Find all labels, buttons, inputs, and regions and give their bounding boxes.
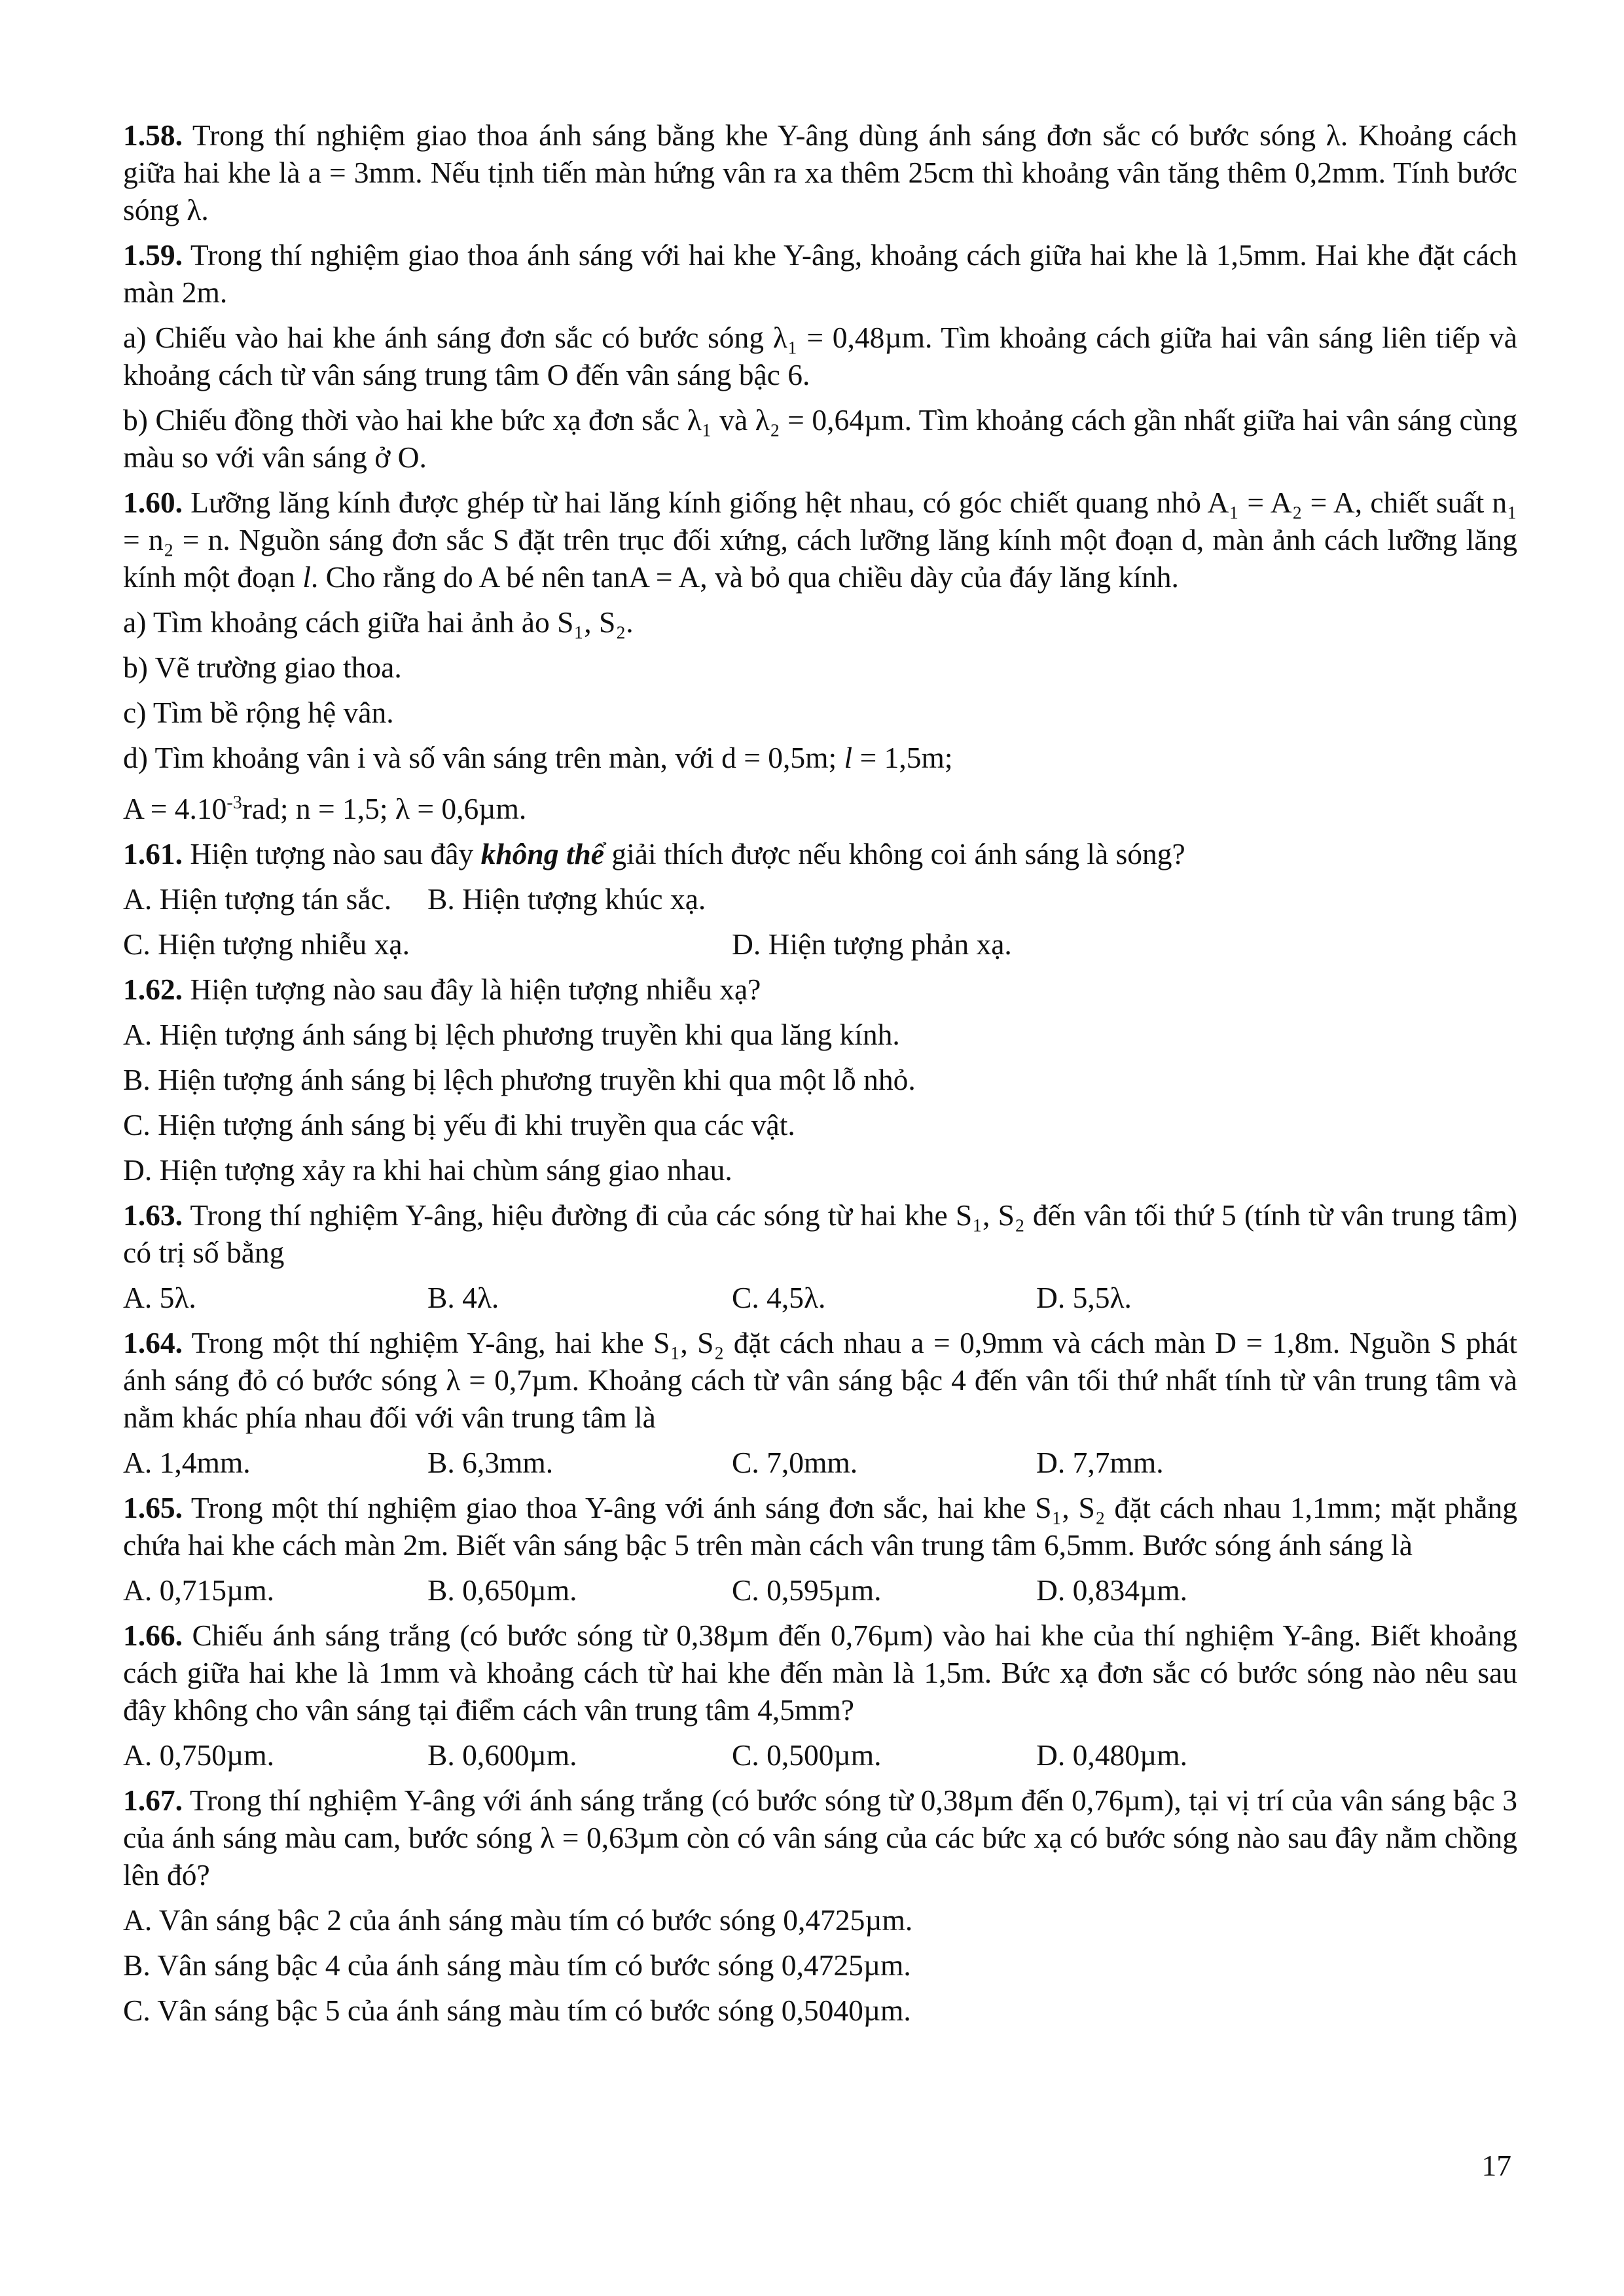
answer-options-row xyxy=(123,1736,1517,1774)
question-number: 1.64. xyxy=(123,1326,183,1360)
option-d: D. 0,834µm. xyxy=(1036,1573,1187,1607)
question-1-66 xyxy=(123,1617,1517,1729)
option-a: A. 0,750µm. xyxy=(123,1738,274,1772)
option-c: C. 4,5λ. xyxy=(732,1281,826,1315)
question-1-67 xyxy=(123,1782,1517,1893)
given-rest: rad; n = 1,5; λ = 0,6µm. xyxy=(242,792,527,826)
question-number: 1.66. xyxy=(123,1619,183,1653)
document-page xyxy=(123,117,1517,2037)
answer-options-row xyxy=(123,1571,1517,1609)
question-1-60-part-b: b) Vẽ trường giao thoa. xyxy=(123,651,402,684)
question-text: Trong thí nghiệm Y-âng với ánh sáng trắng (có bước sóng từ 0,38µm đến 0,76µm), tại vị trí của vân sáng bậc 3 của ánh sáng màu cam, bước sóng λ = 0,63µm còn có vân sáng của các bức xạ có bước sóng nào sau đây nằm chồng lên đó? xyxy=(123,1784,1517,1892)
question-text: Lưỡng lăng kính được ghép từ hai lăng kính giống hệt nhau, có góc chiết quang nhỏ A₁ = A₂ = A, chiết suất n₁ = n₂ = n. Nguồn sáng đơn sắc S đặt trên trục đối xứng, cách lưỡng lăng kính một đoạn d, màn ảnh cách lưỡng lăng kính một đoạn xyxy=(123,486,1517,594)
option-b: B. 6,3mm. xyxy=(427,1446,554,1480)
answer-options-row xyxy=(123,880,1517,918)
option-c: C. Hiện tượng nhiễu xạ. xyxy=(123,927,410,961)
option-a: A. Hiện tượng tán sắc. xyxy=(123,882,392,916)
question-1-61 xyxy=(123,835,1517,872)
question-text-cont: . Cho rằng do A bé nên tanA = A, và bỏ qua chiều dày của đáy lăng kính. xyxy=(310,560,1179,594)
option-b: B. Vân sáng bậc 4 của ánh sáng màu tím có bước sóng 0,4725µm. xyxy=(123,1948,911,1982)
question-1-60-part-c: c) Tìm bề rộng hệ vân. xyxy=(123,696,394,729)
given-a: A = 4.10 xyxy=(123,792,227,826)
option-d: D. 0,480µm. xyxy=(1036,1738,1187,1772)
option-d: D. Hiện tượng phản xạ. xyxy=(732,927,1012,961)
question-1-65 xyxy=(123,1489,1517,1564)
option-a: A. 0,715µm. xyxy=(123,1573,274,1607)
question-1-59 xyxy=(123,236,1517,311)
question-number: 1.62. xyxy=(123,973,183,1007)
part-d-text: d) Tìm khoảng vân i và số vân sáng trên màn, với d = 0,5m; xyxy=(123,741,837,774)
question-1-64 xyxy=(123,1324,1517,1436)
option-c: C. 0,595µm. xyxy=(732,1573,882,1607)
question-number: 1.59. xyxy=(123,238,183,272)
question-1-62 xyxy=(123,971,1517,1008)
option-a: A. 1,4mm. xyxy=(123,1446,251,1480)
answer-options-row xyxy=(123,1444,1517,1481)
option-d: D. 7,7mm. xyxy=(1036,1446,1164,1480)
question-1-60-part-a: a) Tìm khoảng cách giữa hai ảnh ảo S₁, S₂. xyxy=(123,605,634,639)
question-text: Chiếu ánh sáng trắng (có bước sóng từ 0,38µm đến 0,76µm) vào hai khe của thí nghiệm Y-âng. Biết khoảng cách giữa hai khe là 1mm và khoảng cách từ hai khe đến màn là 1,5m. Bức xạ đơn sắc có bước sóng nào nêu sau đây không cho vân sáng tại điểm cách vân trung tâm 4,5mm? xyxy=(123,1619,1517,1727)
variable-l: l xyxy=(844,741,853,774)
option-a: A. Hiện tượng ánh sáng bị lệch phương truyền khi qua lăng kính. xyxy=(123,1018,900,1052)
option-b: B. Hiện tượng khúc xạ. xyxy=(427,882,706,916)
answer-options-row xyxy=(123,1279,1517,1316)
question-1-63 xyxy=(123,1196,1517,1271)
variable-l: l xyxy=(302,560,311,594)
question-text: Trong một thí nghiệm Y-âng, hai khe S₁, S₂ đặt cách nhau a = 0,9mm và cách màn D = 1,8m. Nguồn S phát ánh sáng đỏ có bước sóng λ = 0,7µm. Khoảng cách từ vân sáng bậc 4 đến vân tối thứ nhất tính từ vân trung tâm và nằm khác phía nhau đối với vân trung tâm là xyxy=(123,1326,1517,1435)
question-1-58 xyxy=(123,117,1517,228)
option-c: C. 7,0mm. xyxy=(732,1446,858,1480)
answer-options-row xyxy=(123,925,1517,963)
part-d-text-cont: = 1,5m; xyxy=(859,741,953,774)
question-1-60-given-values xyxy=(123,784,1517,827)
option-b: B. 0,650µm. xyxy=(427,1573,577,1607)
option-d: D. 5,5λ. xyxy=(1036,1281,1132,1315)
option-b: B. Hiện tượng ánh sáng bị lệch phương truyền khi qua một lỗ nhỏ. xyxy=(123,1063,916,1097)
emphasis-text: không thể xyxy=(480,837,604,871)
question-number: 1.65. xyxy=(123,1491,183,1525)
question-number: 1.58. xyxy=(123,118,183,152)
question-text: Hiện tượng nào sau đây là hiện tượng nhiễu xạ? xyxy=(190,973,761,1007)
option-b: B. 0,600µm. xyxy=(427,1738,577,1772)
question-1-60-part-d xyxy=(123,739,1517,776)
question-number: 1.63. xyxy=(123,1198,183,1232)
exponent: -3 xyxy=(226,793,242,813)
question-number: 1.61. xyxy=(123,837,183,871)
option-a: A. Vân sáng bậc 2 của ánh sáng màu tím có bước sóng 0,4725µm. xyxy=(123,1903,913,1937)
option-b: B. 4λ. xyxy=(427,1281,499,1315)
option-c: C. Hiện tượng ánh sáng bị yếu đi khi truyền qua các vật. xyxy=(123,1108,795,1142)
question-text: Trong thí nghiệm giao thoa ánh sáng bằng khe Y-âng dùng ánh sáng đơn sắc có bước sóng λ. Khoảng cách giữa hai khe là a = 3mm. Nếu tịnh tiến màn hứng vân ra xa thêm 25cm thì khoảng vân tăng thêm 0,2mm. Tính bước sóng λ. xyxy=(123,118,1518,226)
question-text: Hiện tượng nào sau đây xyxy=(190,837,474,871)
option-d: D. Hiện tượng xảy ra khi hai chùm sáng giao nhau. xyxy=(123,1153,732,1187)
option-c: C. 0,500µm. xyxy=(732,1738,882,1772)
question-text-cont: giải thích được nếu không coi ánh sáng là sóng? xyxy=(611,837,1185,871)
question-text: Trong thí nghiệm Y-âng, hiệu đường đi của các sóng từ hai khe S₁, S₂ đến vân tối thứ 5 (tính từ vân trung tâm) có trị số bằng xyxy=(123,1198,1517,1270)
question-text: Trong một thí nghiệm giao thoa Y-âng với ánh sáng đơn sắc, hai khe S₁, S₂ đặt cách nhau 1,1mm; mặt phẳng chứa hai khe cách màn 2m. Biết vân sáng bậc 5 trên màn cách vân trung tâm 6,5mm. Bước sóng ánh sáng là xyxy=(123,1491,1517,1562)
question-number: 1.67. xyxy=(123,1784,183,1818)
question-text: Trong thí nghiệm giao thoa ánh sáng với hai khe Y-âng, khoảng cách giữa hai khe là 1,5mm. Hai khe đặt cách màn 2m. xyxy=(123,238,1517,309)
question-number: 1.60. xyxy=(123,486,183,519)
question-1-59-part-b: b) Chiếu đồng thời vào hai khe bức xạ đơn sắc λ₁ và λ₂ = 0,64µm. Tìm khoảng cách gần nhất giữa hai vân sáng cùng màu so với vân sáng ở O. xyxy=(123,403,1517,474)
option-a: A. 5λ. xyxy=(123,1281,196,1315)
page-number: 17 xyxy=(1481,2149,1511,2182)
question-1-60 xyxy=(123,484,1517,596)
option-c: C. Vân sáng bậc 5 của ánh sáng màu tím có bước sóng 0,5040µm. xyxy=(123,1994,911,2028)
question-1-59-part-a: a) Chiếu vào hai khe ánh sáng đơn sắc có bước sóng λ₁ = 0,48µm. Tìm khoảng cách giữa hai vân sáng liên tiếp và khoảng cách từ vân sáng trung tâm O đến vân sáng bậc 6. xyxy=(123,321,1517,391)
